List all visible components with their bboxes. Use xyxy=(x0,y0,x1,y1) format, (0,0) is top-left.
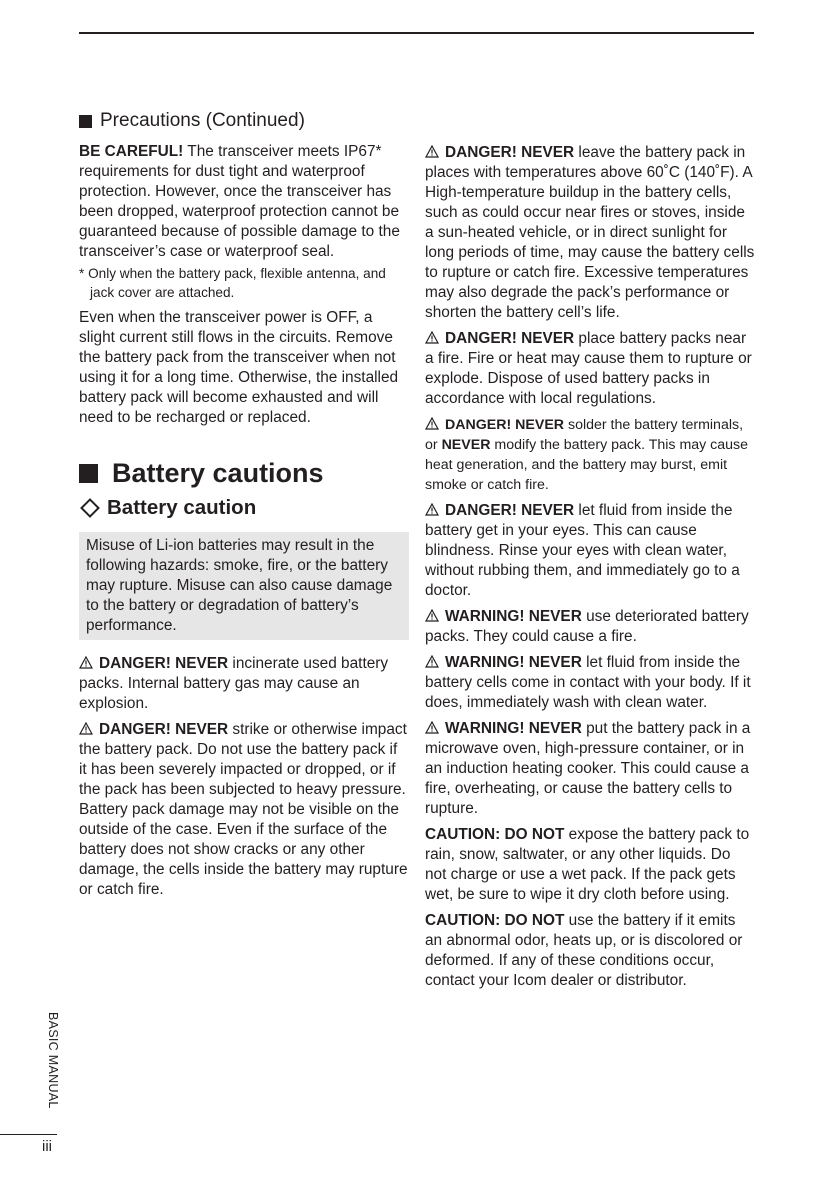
warning-fluid-paragraph: WARNING! NEVER let fluid from inside the battery cells come in contact with your body. If it does, immediately wash with clean water. xyxy=(425,654,751,711)
precautions-heading: Precautions (Continued) xyxy=(79,108,409,134)
right-column xyxy=(425,143,755,997)
side-label: BASIC MANUAL xyxy=(46,1012,60,1109)
power-off-paragraph: Even when the transceiver power is OFF, a slight current still flows in the circuits. Remove the battery pack from the transceiver when not using it for a long time. Otherwise, the installed battery pack will become exhausted and will need to be recharged or replaced. xyxy=(79,309,399,426)
square-bullet-icon xyxy=(79,115,92,128)
warning-triangle-icon xyxy=(425,721,439,734)
diamond-bullet-icon xyxy=(80,498,100,518)
warning-triangle-icon xyxy=(425,503,439,516)
page-number-rule xyxy=(0,1134,57,1135)
battery-cautions-heading: Battery cautions xyxy=(79,456,409,490)
warning-triangle-icon xyxy=(425,145,439,158)
caution-rain-paragraph: CAUTION: DO NOT expose the battery pack to rain, snow, saltwater, or any other liquids. Do not charge or use a wet pack. If the pack gets wet, be sure to wipe it dry cloth before using. xyxy=(425,826,750,903)
warning-triangle-icon xyxy=(425,655,439,668)
danger-fluid-paragraph: DANGER! NEVER let fluid from inside the battery get in your eyes. This can cause blindness. Rinse your eyes with clean water, without rubbing them, and immediately go to a doctor. xyxy=(425,502,740,599)
danger-impact-paragraph: DANGER! NEVER strike or otherwise impact the battery pack. Do not use the battery pack if it has been severely impacted or dropped, or if the pack has been subjected to heavy pressure. Battery pack damage may not be visible on the outside of the case. Even if the surface of the battery does not show cracks or any other damage, the cells inside the battery may rupture or catch fire. xyxy=(79,721,408,898)
warning-triangle-icon xyxy=(425,331,439,344)
footnote: * Only when the battery pack, flexible antenna, and jack cover are attached. xyxy=(79,266,386,300)
danger-solder-paragraph: DANGER! NEVER solder the battery terminals, or NEVER modify the battery pack. This may cause heat generation, and the battery may burst, emit smoke or catch fire. xyxy=(425,417,749,493)
battery-caution-subheading: Battery caution xyxy=(79,494,409,522)
warning-deteriorated-paragraph: WARNING! NEVER use deteriorated battery packs. They could cause a fire. xyxy=(425,608,749,645)
square-bullet-icon xyxy=(79,464,98,483)
danger-fire-paragraph: DANGER! NEVER place battery packs near a fire. Fire or heat may cause them to rupture or explode. Dispose of used battery packs in accordance with local regulations. xyxy=(425,330,752,407)
danger-incinerate-paragraph: DANGER! NEVER incinerate used battery packs. Internal battery gas may cause an explosion. xyxy=(79,655,389,712)
warning-triangle-icon xyxy=(425,609,439,622)
left-column xyxy=(79,108,409,906)
page-number: iii xyxy=(42,1138,52,1155)
warning-triangle-icon xyxy=(425,417,439,430)
be-careful-paragraph: BE CAREFUL! The transceiver meets IP67* requirements for dust tight and waterproof protection. However, once the transceiver has been dropped, waterproof protection cannot be guaranteed because of possible damage to the transceiver’s case or waterproof seal. xyxy=(79,143,400,260)
warning-triangle-icon xyxy=(79,656,93,669)
top-rule xyxy=(79,32,754,34)
danger-heat-paragraph: DANGER! NEVER leave the battery pack in places with temperatures above 60˚C (140˚F). A High-temperature buildup in the battery cells, such as could occur near fires or stoves, inside a sun-heated vehicle, or in direct sunlight for long periods of time, may cause the battery cells to rupture or catch fire. Excessive temperatures may also degrade the pack’s performance or shorten the battery cell’s life. xyxy=(425,144,755,321)
li-ion-notice-box: Misuse of Li-ion batteries may result in the following hazards: smoke, fire, or the battery may rupture. Misuse can also cause damage to the battery or degradation of battery’s performance. xyxy=(79,532,409,640)
warning-triangle-icon xyxy=(79,722,93,735)
caution-odor-paragraph: CAUTION: DO NOT use the battery if it emits an abnormal odor, heats up, or is discolored or deformed. If any of these conditions occur, contact your Icom dealer or distributor. xyxy=(425,912,743,989)
warning-microwave-paragraph: WARNING! NEVER put the battery pack in a microwave oven, high-pressure container, or in an induction heating cooker. This could cause a fire, overheating, or cause the battery cells to rupture. xyxy=(425,720,751,817)
